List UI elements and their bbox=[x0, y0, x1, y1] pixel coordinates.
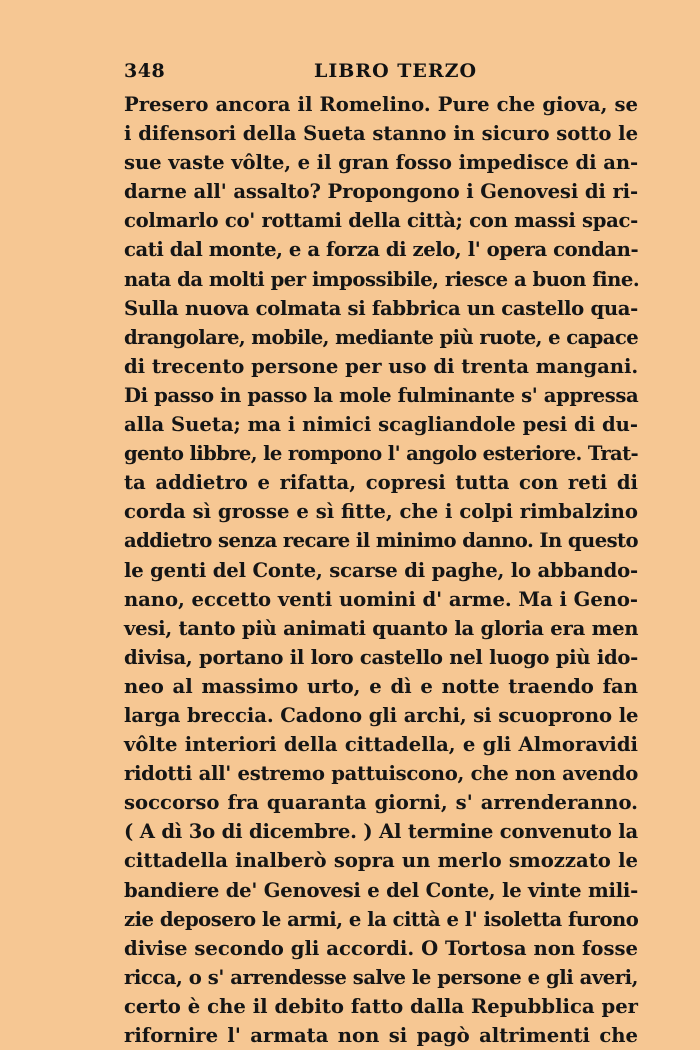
text-line: cittadella inalberò sopra un merlo smozzato le bbox=[124, 849, 638, 873]
text-line: gento libbre, le rompono l' angolo esteriore. Trat- bbox=[124, 442, 638, 466]
text-line: cati dal monte, e a forza di zelo, l' opera condan- bbox=[124, 238, 639, 262]
text-line: drangolare, mobile, mediante più ruote, e capace bbox=[124, 325, 639, 349]
text-line: ridotti all' estremo pattuiscono, che non avendo bbox=[124, 762, 638, 786]
text-line: neo al massimo urto, e dì e notte traendo fan bbox=[124, 674, 638, 698]
text-line: divise secondo gli accordi. O Tortosa non fosse bbox=[124, 936, 638, 960]
text-line: Di passo in passo la mole fulminante s' appressa bbox=[124, 383, 639, 407]
body-text bbox=[124, 90, 644, 1050]
text-line: alla Sueta; ma i nimici scagliandole pesi di du- bbox=[124, 413, 638, 437]
text-line: bandiere de' Genovesi e del Conte, le vinte mili- bbox=[124, 878, 638, 902]
text-line: i difensori della Sueta stanno in sicuro sotto le bbox=[124, 122, 638, 146]
text-line: soccorso fra quaranta giorni, s' arrenderanno. bbox=[124, 791, 638, 815]
text-line: darne all' assalto? Propongono i Genovesi di ri- bbox=[124, 180, 638, 204]
text-line: ricca, o s' arrendesse salve le persone e gli averi, bbox=[124, 965, 638, 989]
text-line: ( A dì 3o di dicembre. ) Al termine convenuto la bbox=[124, 820, 638, 844]
text-line: di trecento persone per uso di trenta mangani. bbox=[124, 354, 639, 378]
running-title: LIBRO TERZO bbox=[314, 60, 478, 82]
text-line: rifornire l' armata non si pagò altrimenti che bbox=[124, 1024, 638, 1047]
text-line: Presero ancora il Romelino. Pure che giova, se bbox=[124, 93, 638, 116]
text-line: nata da molti per impossibile, riesce a buon fine. bbox=[124, 267, 640, 291]
text-line: colmarlo co' rottami della città; con massi spac- bbox=[124, 209, 638, 233]
text-line: certo è che il debito fatto dalla Repubblica per bbox=[124, 994, 638, 1018]
text-line: nano, eccetto venti uomini d' arme. Ma i Geno- bbox=[124, 587, 638, 611]
text-line: sue vaste vôlte, e il gran fosso impedisce di an- bbox=[124, 151, 639, 175]
text-line: le genti del Conte, scarse di paghe, lo abbando- bbox=[124, 558, 638, 582]
text-line: ta addietro e rifatta, copresi tutta con reti di bbox=[124, 471, 638, 495]
text-line: divisa, portano il loro castello nel luogo più ido- bbox=[124, 645, 638, 669]
page-header bbox=[124, 60, 640, 90]
text-line: vôlte interiori della cittadella, e gli Almoravidi bbox=[124, 733, 638, 757]
text-line: addietro senza recare il minimo danno. In questo bbox=[124, 529, 638, 553]
text-line: vesi, tanto più animati quanto la gloria era men bbox=[124, 616, 639, 640]
text-line: zie deposero le armi, e la città e l' isoletta furono bbox=[124, 907, 639, 931]
text-line: corda sì grosse e sì fitte, che i colpi rimbalzino bbox=[124, 500, 638, 524]
text-line: larga breccia. Cadono gli archi, si scuoprono le bbox=[124, 703, 639, 727]
text-line: Sulla nuova colmata si fabbrica un castello qua- bbox=[124, 296, 638, 320]
page-number: 348 bbox=[124, 60, 166, 82]
